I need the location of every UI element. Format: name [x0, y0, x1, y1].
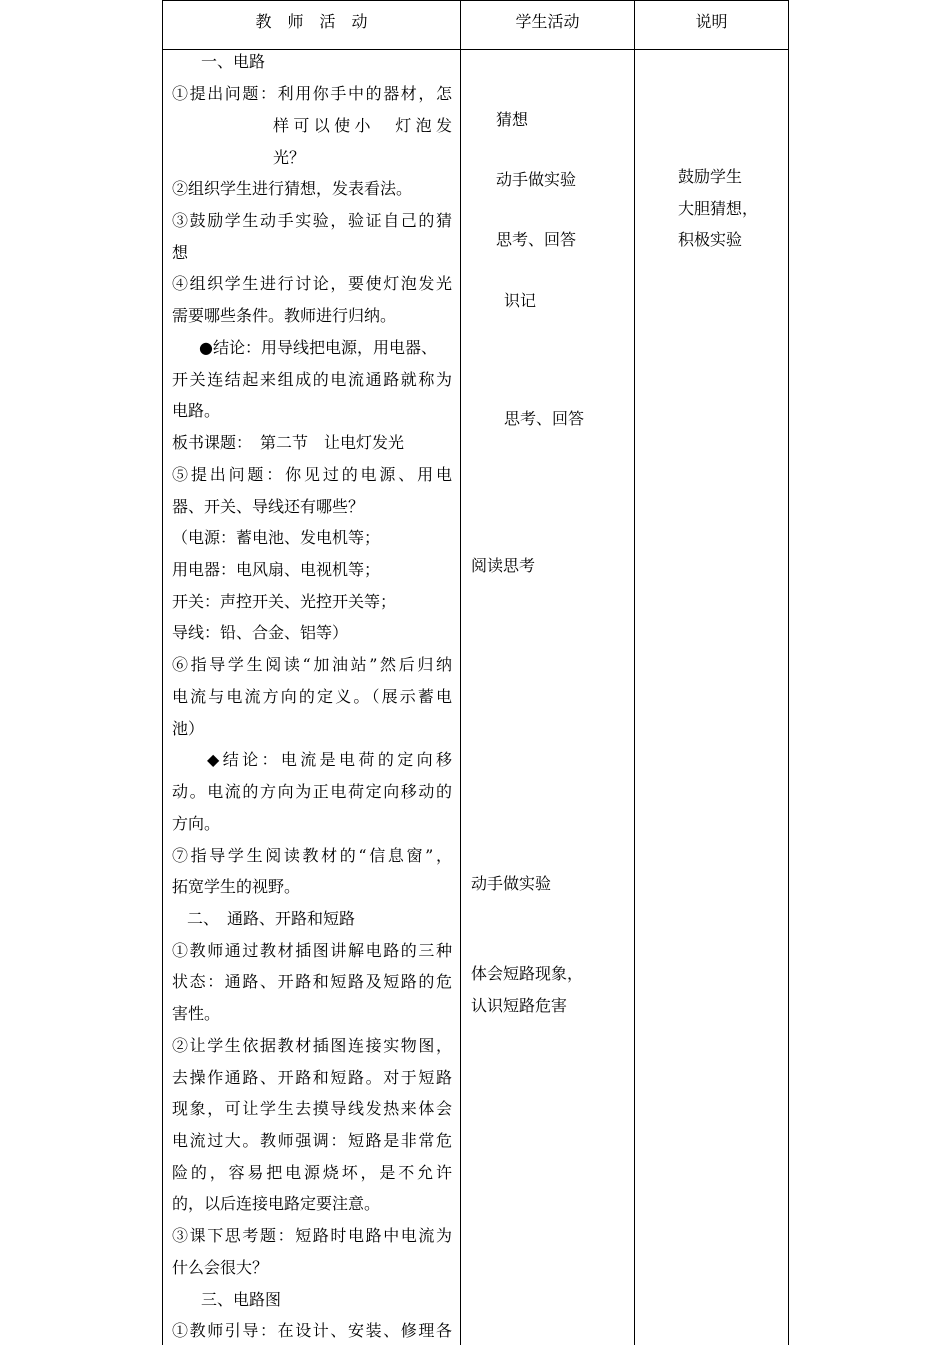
teacher-line: 用电器：电风扇、电视机等； — [172, 560, 381, 579]
teacher-line: 开关连结起来组成的电流通路就称为 — [172, 370, 452, 389]
conclusion-line: ◆结论：电流是电荷的定向移 — [207, 750, 452, 769]
teacher-line: ②组织学生进行猜想，发表看法。 — [172, 179, 413, 198]
student-activity-item: 体会短路现象， — [471, 964, 584, 983]
student-activity-item: 动手做实验 — [496, 170, 577, 189]
header-student-activity: 学生活动 — [515, 12, 580, 31]
student-activity-item: 阅读思考 — [471, 556, 536, 575]
student-activity-item: 猜想 — [496, 110, 529, 129]
conclusion-line: ●结论：用导线把电源，用电器、 — [199, 338, 437, 357]
student-activity-item: 思考、回答 — [504, 409, 585, 428]
teacher-line: 样可以使小 灯泡发 — [273, 116, 452, 135]
teacher-line: ⑦指导学生阅读教材的“信息窗”， — [172, 846, 452, 865]
column-divider — [634, 1, 635, 1345]
teacher-line: ⑤提出问题：你见过的电源、用电 — [172, 465, 452, 484]
header-teacher-activity: 教 师 活 动 — [255, 12, 368, 31]
column-divider — [460, 1, 461, 1345]
section-heading: 二、 通路、开路和短路 — [187, 909, 356, 928]
teacher-line: ④组织学生进行讨论，要使灯泡发光 — [172, 274, 452, 293]
student-activity-item: 识记 — [504, 291, 537, 310]
teacher-line: 光？ — [273, 148, 306, 167]
board-title-line: 板书课题： 第二节 让电灯发光 — [172, 433, 405, 452]
note-line: 积极实验 — [678, 230, 743, 249]
teacher-line: 害性。 — [172, 1004, 221, 1023]
teacher-line: ③课下思考题：短路时电路中电流为 — [172, 1226, 452, 1245]
student-activity-item: 认识短路危害 — [471, 996, 568, 1015]
teacher-line: 险的，容易把电源烧坏，是不允许 — [172, 1163, 452, 1182]
teacher-line: 方向。 — [172, 814, 221, 833]
teacher-line: ①教师通过教材插图讲解电路的三种 — [172, 941, 452, 960]
teacher-line: 电流过大。教师强调：短路是非常危 — [172, 1131, 452, 1150]
teacher-line: 器、开关、导线还有哪些？ — [172, 497, 365, 516]
teacher-line: 状态：通路、开路和短路及短路的危 — [172, 972, 452, 991]
teacher-line: 开关：声控开关、光控开关等； — [172, 592, 397, 611]
teacher-line: 想 — [172, 243, 189, 262]
teacher-line: 的，以后连接电路定要注意。 — [172, 1194, 381, 1213]
teacher-line: 现象，可让学生去摸导线发热来体会 — [172, 1099, 452, 1118]
teacher-line: 电流与电流方向的定义。（展示蓄电 — [172, 687, 452, 706]
lesson-table — [162, 0, 789, 1345]
teacher-line: 池） — [172, 719, 205, 738]
student-activity-item: 动手做实验 — [471, 874, 552, 893]
teacher-line: 什么会很大？ — [172, 1258, 269, 1277]
teacher-line: ①教师引导：在设计、安装、修理各 — [172, 1321, 452, 1340]
teacher-line: 导线：铅、合金、铝等） — [172, 623, 349, 642]
teacher-line: ③鼓励学生动手实验，验证自己的猜 — [172, 211, 452, 230]
student-activity-item: 思考、回答 — [496, 230, 577, 249]
note-line: 鼓励学生 — [678, 167, 743, 186]
teacher-line: ①提出问题：利用你手中的器材，怎 — [172, 84, 452, 103]
teacher-line: 动。电流的方向为正电荷定向移动的 — [172, 782, 452, 801]
header-divider — [163, 49, 788, 50]
section-heading: 一、电路 — [201, 52, 266, 71]
section-heading: 三、电路图 — [201, 1290, 282, 1309]
teacher-line: 电路。 — [172, 401, 221, 420]
note-line: 大胆猜想， — [678, 199, 759, 218]
teacher-line: 需要哪些条件。教师进行归纳。 — [172, 306, 397, 325]
header-notes: 说明 — [695, 12, 728, 31]
teacher-line: 去操作通路、开路和短路。对于短路 — [172, 1068, 452, 1087]
teacher-line: ②让学生依据教材插图连接实物图， — [172, 1036, 452, 1055]
teacher-line: ⑥指导学生阅读“加油站”然后归纳 — [172, 655, 452, 674]
teacher-line: （电源：蓄电池、发电机等； — [172, 528, 381, 547]
teacher-line: 拓宽学生的视野。 — [172, 877, 301, 896]
